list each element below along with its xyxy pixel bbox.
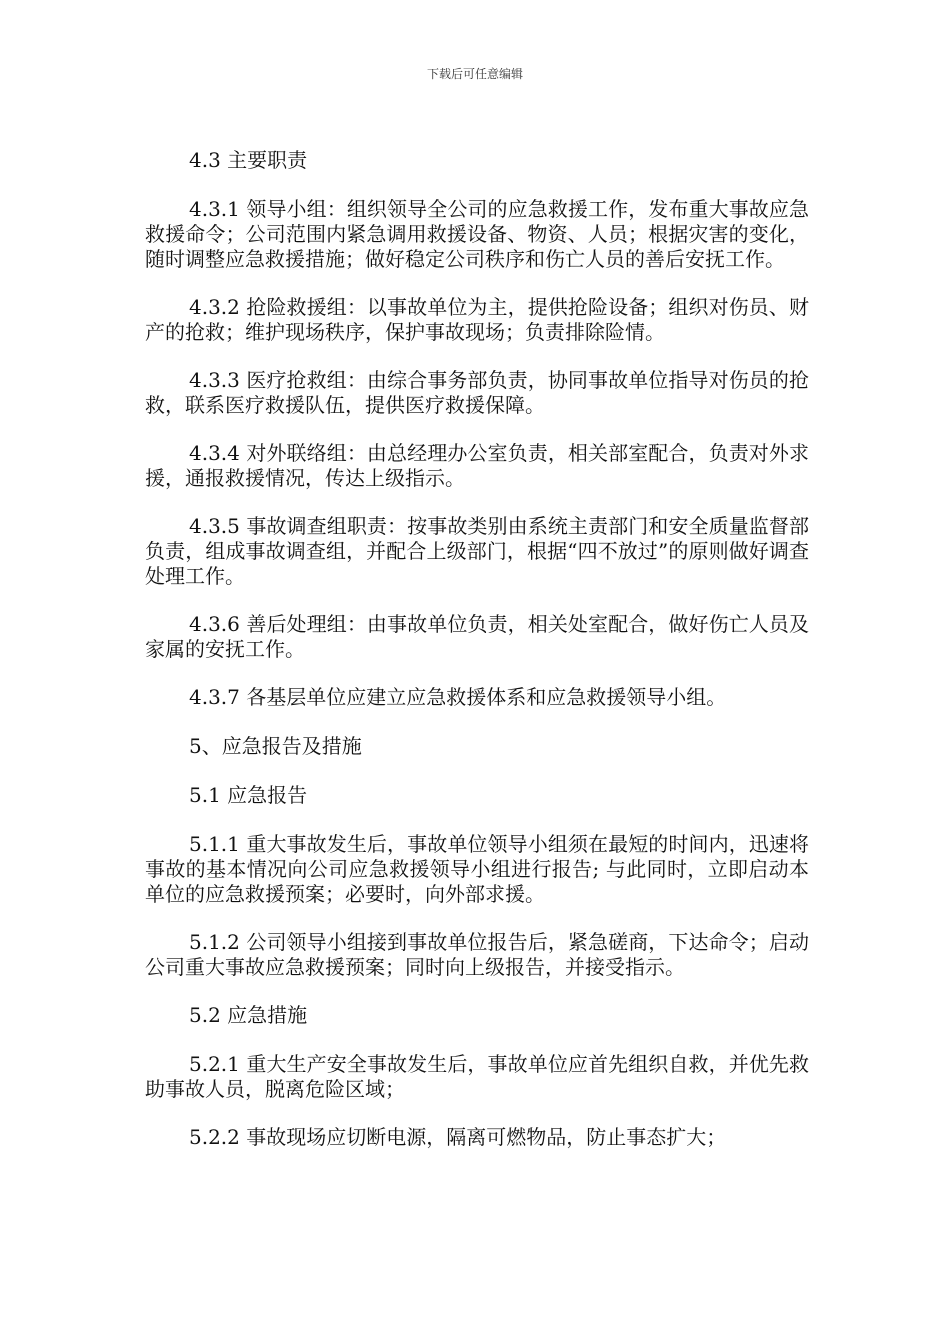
paragraph-4-3-7: 4.3.7 各基层单位应建立应急救援体系和应急救援领导小组。 [189,685,727,709]
paragraph-4-3-6: 4.3.6 善后处理组：由事故单位负责，相关处室配合，做好伤亡人员及家属的安抚工作。 [145,612,809,661]
paragraph-4-3-2: 4.3.2 抢险救援组：以事故单位为主，提供抢险设备；组织对伤员、财产的抢救；维护现场秩序，保护事故现场；负责排除险情。 [145,295,809,344]
section-heading-5: 5、应急报告及措施 [189,734,362,758]
section-heading-5-1: 5.1 应急报告 [189,783,308,807]
section-heading-5-2: 5.2 应急措施 [189,1003,308,1027]
paragraph-5-2-1: 5.2.1 重大生产安全事故发生后，事故单位应首先组织自救，并优先救助事故人员，脱离危险区域； [145,1052,809,1101]
paragraph-4-3-1: 4.3.1 领导小组：组织领导全公司的应急救援工作，发布重大事故应急救援命令；公司范围内紧急调用救援设备、物资、人员；根据灾害的变化，随时调整应急救援措施；做好稳定公司秩序和伤亡人员的善后安抚工作。 [145,197,809,271]
paragraph-5-1-2: 5.1.2 公司领导小组接到事故单位报告后，紧急磋商，下达命令；启动公司重大事故应急救援预案；同时向上级报告，并接受指示。 [145,930,809,979]
page-header: 下载后可任意编辑 [426,67,523,81]
paragraph-4-3-3: 4.3.3 医疗抢救组：由综合事务部负责，协同事故单位指导对伤员的抢救，联系医疗救援队伍，提供医疗救援保障。 [145,368,809,417]
section-heading-4-3: 4.3 主要职责 [189,148,308,172]
document-body [145,148,809,1174]
paragraph-5-1-1: 5.1.1 重大事故发生后，事故单位领导小组须在最短的时间内，迅速将事故的基本情况向公司应急救援领导小组进行报告; 与此同时，立即启动本单位的应急救援预案；必要时，向外部求援。 [145,832,809,906]
paragraph-4-3-5: 4.3.5 事故调查组职责：按事故类别由系统主责部门和安全质量监督部负责，组成事故调查组，并配合上级部门，根据“四不放过”的原则做好调查处理工作。 [145,514,809,588]
paragraph-5-2-2: 5.2.2 事故现场应切断电源，隔离可燃物品，防止事态扩大； [189,1125,727,1149]
paragraph-4-3-4: 4.3.4 对外联络组：由总经理办公室负责，相关部室配合，负责对外求援，通报救援情况，传达上级指示。 [145,441,809,490]
